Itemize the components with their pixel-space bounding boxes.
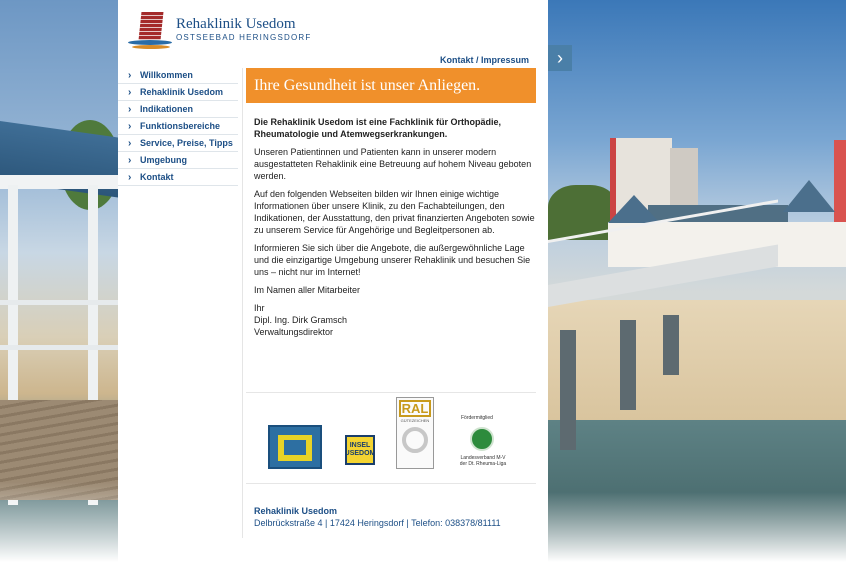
nav-item-label: Indikationen: [140, 104, 194, 114]
footer-contact: Delbrückstraße 4 | 17424 Heringsdorf | Telefon: 038378/81111: [254, 518, 501, 528]
nav-item-label: Kontakt: [140, 172, 174, 182]
ral-seal-logo[interactable]: RAL GÜTEZEICHEN: [396, 397, 434, 469]
rheuma-liga-logo[interactable]: [470, 427, 494, 451]
main-nav: [118, 67, 238, 186]
contact-imprint-link[interactable]: Kontakt / Impressum: [440, 55, 530, 65]
pier-photo-right: [548, 0, 846, 562]
nav-item-funktionsbereiche[interactable]: [118, 118, 238, 135]
member-label: Fördermitglied: [461, 415, 493, 421]
rheuma-liga-caption: Landesverband M-V der Dt. Rheuma-Liga: [459, 455, 507, 467]
nav-item-kontakt[interactable]: [118, 169, 238, 186]
insel-usedom-logo[interactable]: INSEL USEDOM: [345, 435, 375, 465]
main-column: [118, 0, 548, 562]
headline-banner: [246, 68, 536, 103]
chevron-right-icon: ›: [128, 103, 132, 115]
nav-item-label: Rehaklinik Usedom: [140, 87, 224, 97]
partner-logos: [246, 392, 536, 484]
footer-address: [254, 505, 501, 529]
paragraph-1: Unseren Patientinnen und Patienten kann in unserer modern ausgestatteten Rehaklinik eine Betreuung auf hohem Niveau geboten werden.: [254, 147, 532, 181]
nav-item-label: Umgebung: [140, 155, 187, 165]
logo-subtitle: OSTSEEBAD HERINGSDORF: [176, 33, 312, 42]
signature-line-3: Verwaltungsdirektor: [254, 327, 334, 337]
chevron-right-icon: ›: [128, 86, 132, 98]
next-slide-button[interactable]: [548, 45, 572, 71]
chevron-right-icon: ›: [128, 154, 132, 166]
chevron-right-icon: ›: [128, 137, 132, 149]
chevron-right-icon: ›: [557, 47, 563, 68]
signature-line-1: Ihr: [254, 303, 265, 313]
site-logo[interactable]: [128, 10, 311, 52]
nav-item-rehaklinik[interactable]: [118, 84, 238, 101]
paragraph-3: Informieren Sie sich über die Angebote, die außergewöhnliche Lage und die einzigartige Umgebung unserer Rehaklinik und besuchen Sie uns – nicht nur im Internet!: [254, 243, 531, 277]
signature-line-2: Dipl. Ing. Dirk Gramsch: [254, 315, 348, 325]
chevron-right-icon: ›: [128, 171, 132, 183]
paragraph-2: Auf den folgenden Webseiten bilden wir Ihnen einige wichtige Informationen über unsere Klinik, zu den Fachabteilungen, den Indikationen, der Ausstattung, den privat finanzierten Angeboten sowie zu unserem Service für Angehörige und Begleitpersonen ab.: [254, 189, 535, 235]
nav-item-service[interactable]: [118, 135, 238, 152]
nav-item-label: Funktionsbereiche: [140, 121, 221, 131]
intro-text: [254, 116, 536, 338]
lead-paragraph: Die Rehaklinik Usedom ist eine Fachklinik für Orthopädie, Rheumatologie und Atemwegserkrankungen.: [254, 117, 502, 139]
clinic-logo-icon: [128, 10, 172, 52]
quality-certificate-logo[interactable]: [268, 425, 322, 469]
pier-photo-left: [0, 0, 118, 562]
nav-item-umgebung[interactable]: [118, 152, 238, 169]
nav-item-indikationen[interactable]: [118, 101, 238, 118]
logo-title: Rehaklinik Usedom: [176, 16, 296, 32]
paragraph-4: Im Namen aller Mitarbeiter: [254, 285, 361, 295]
content-divider: [242, 68, 243, 538]
nav-item-label: Willkommen: [140, 70, 193, 80]
nav-item-label: Service, Preise, Tipps: [140, 138, 233, 148]
chevron-right-icon: ›: [128, 120, 132, 132]
footer-name: Rehaklinik Usedom: [254, 506, 338, 516]
page-title: Ihre Gesundheit ist unser Anliegen.: [254, 77, 481, 94]
chevron-right-icon: ›: [128, 69, 132, 81]
nav-item-willkommen[interactable]: [118, 67, 238, 84]
